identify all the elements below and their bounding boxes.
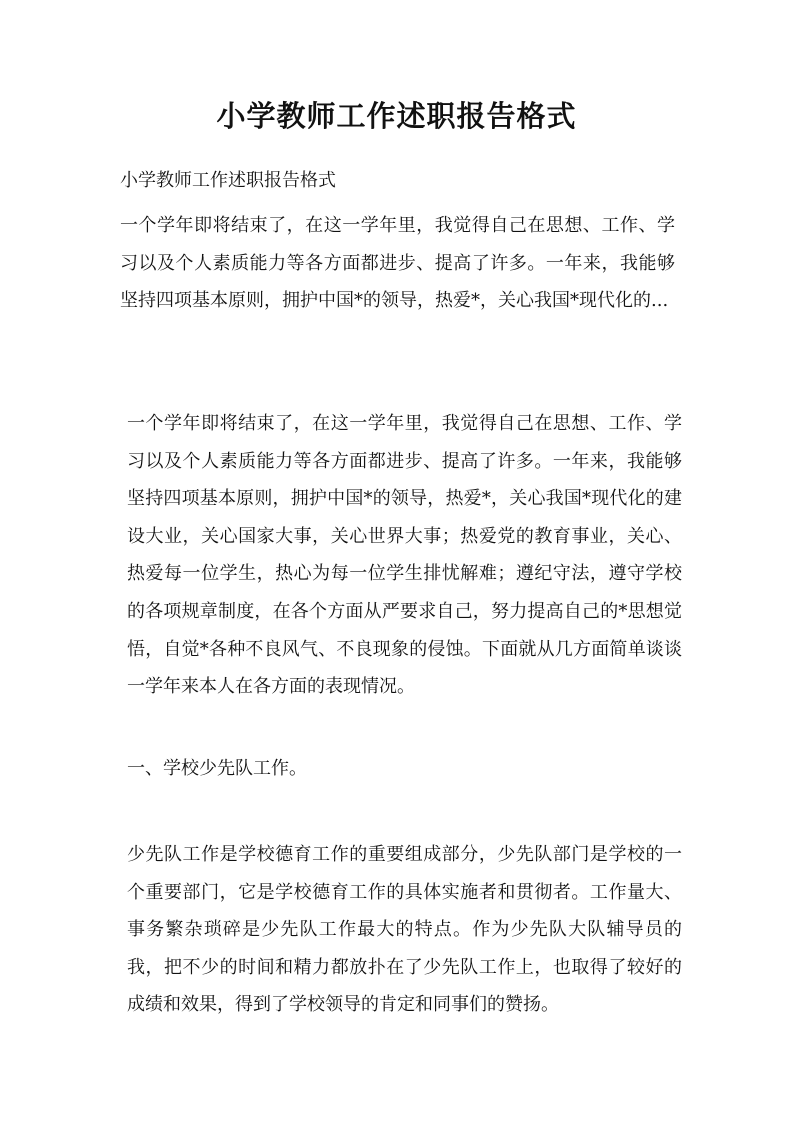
intro-paragraph: 一个学年即将结束了，在这一学年里，我觉得自己在思想、工作、学习以及个人素质能力等各方面都进步、提高了许多。一年来，我能够坚持四项基本原则，拥护中国*的领导，热爱*，关心我国*现代化的建设大业，关心国家大事，关心世界大事；热爱党的教育事业，关心、热爱每一位学生，热心为每一位学生排忧解难；遵纪守法，遵守学校的各项规章制度，在各个方面从严要求自己，努力提高自己的*思想觉悟，自觉*各种不良风气、不良现象的侵蚀。下面就从几方面简单谈谈一学年来本人在各方面的表现情况。 [127, 413, 682, 698]
section-paragraph-1: 少先队工作是学校德育工作的重要组成部分，少先队部门是学校的一个重要部门，它是学校德育工作的具体实施者和贯彻者。工作量大、事务繁杂琐碎是少先队工作最大的特点。作为少先队大队辅导员的我，把不少的时间和精力都放扑在了少先队工作上，也取得了较好的成绩和效果，得到了学校领导的肯定和同事们的赞扬。 [127, 844, 682, 1016]
document-title: 小学教师工作述职报告格式 [216, 99, 577, 133]
document-subtitle: 小学教师工作述职报告格式 [120, 170, 336, 191]
summary-paragraph: 一个学年即将结束了，在这一学年里，我觉得自己在思想、工作、学习以及个人素质能力等各方面都进步、提高了许多。一年来，我能够坚持四项基本原则，拥护中国*的领导，热爱*，关心我国*现代化的... [120, 215, 675, 312]
section-heading-1: 一、学校少先队工作。 [127, 758, 307, 779]
